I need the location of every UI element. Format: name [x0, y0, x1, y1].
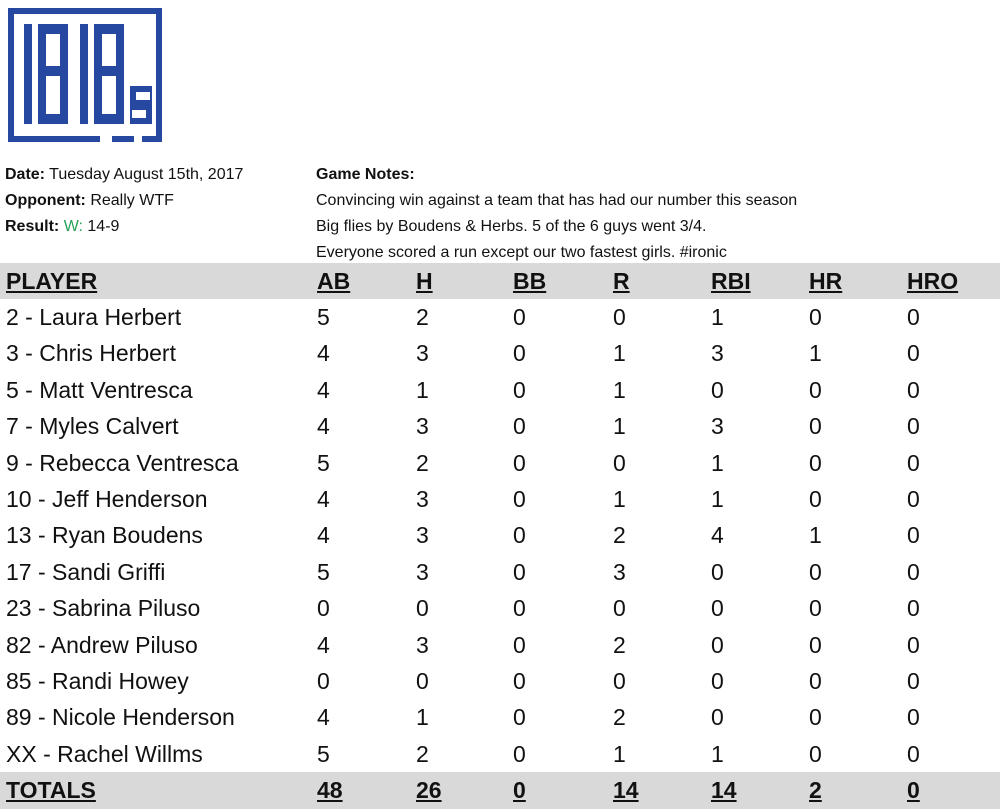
cell-rbi: 0 [711, 376, 724, 403]
header-ab: AB [317, 267, 351, 294]
cell-h: 3 [416, 631, 429, 658]
header-h: H [416, 267, 433, 294]
cell-ab: 0 [317, 595, 330, 622]
cell-hro: 0 [907, 486, 920, 513]
cell-bb: 0 [513, 522, 526, 549]
cell-hro: 0 [907, 340, 920, 367]
cell-r: 1 [613, 740, 626, 767]
cell-hro: 0 [907, 376, 920, 403]
cell-r: 1 [613, 376, 626, 403]
cell-ab: 4 [317, 376, 330, 403]
header-row [0, 263, 1000, 299]
cell-bb: 0 [513, 413, 526, 440]
date-label: Date: [5, 166, 46, 183]
cell-hr: 1 [809, 340, 822, 367]
cell-hro: 0 [907, 558, 920, 585]
header-bb: BB [513, 267, 547, 294]
cell-player: 7 - Myles Calvert [6, 413, 179, 440]
cell-h: 0 [416, 667, 429, 694]
cell-r: 2 [613, 631, 626, 658]
header-player: PLAYER [6, 267, 98, 294]
notes-line: Everyone scored a run except our two fastest girls. #ironic [316, 244, 727, 261]
cell-ab: 4 [317, 631, 330, 658]
table-row [0, 627, 1000, 663]
cell-hro: 0 [907, 667, 920, 694]
cell-hro: 0 [907, 413, 920, 440]
cell-player: 23 - Sabrina Piluso [6, 595, 201, 622]
totals-hro: 0 [907, 777, 920, 804]
totals-rbi: 14 [711, 777, 737, 804]
table-row [0, 591, 1000, 627]
cell-ab: 4 [317, 522, 330, 549]
cell-bb: 0 [513, 304, 526, 331]
opponent-value: Really WTF [90, 192, 174, 209]
cell-hro: 0 [907, 740, 920, 767]
cell-hr: 0 [809, 486, 822, 513]
cell-ab: 5 [317, 304, 330, 331]
cell-bb: 0 [513, 340, 526, 367]
cell-h: 3 [416, 340, 429, 367]
cell-bb: 0 [513, 595, 526, 622]
totals-label: TOTALS [6, 777, 96, 804]
cell-r: 2 [613, 522, 626, 549]
cell-rbi: 0 [711, 558, 724, 585]
cell-player: 3 - Chris Herbert [6, 340, 176, 367]
cell-hr: 0 [809, 413, 822, 440]
cell-rbi: 3 [711, 340, 724, 367]
cell-ab: 4 [317, 704, 330, 731]
cell-h: 0 [416, 595, 429, 622]
cell-hr: 0 [809, 304, 822, 331]
opponent-label: Opponent: [5, 192, 86, 209]
cell-r: 1 [613, 486, 626, 513]
cell-hro: 0 [907, 704, 920, 731]
header-hro: HRO [907, 267, 959, 294]
cell-h: 1 [416, 704, 429, 731]
cell-hro: 0 [907, 449, 920, 476]
table-row [0, 700, 1000, 736]
cell-h: 2 [416, 740, 429, 767]
cell-hr: 0 [809, 449, 822, 476]
cell-hr: 0 [809, 595, 822, 622]
totals-h: 26 [416, 777, 442, 804]
totals-bb: 0 [513, 777, 526, 804]
player-rows [0, 299, 1000, 772]
cell-hr: 0 [809, 740, 822, 767]
cell-player: 13 - Ryan Boudens [6, 522, 203, 549]
cell-bb: 0 [513, 740, 526, 767]
table-row [0, 336, 1000, 372]
cell-bb: 0 [513, 449, 526, 476]
cell-player: 5 - Matt Ventresca [6, 376, 193, 403]
cell-hr: 0 [809, 376, 822, 403]
cell-ab: 5 [317, 558, 330, 585]
cell-player: 85 - Randi Howey [6, 667, 189, 694]
cell-ab: 0 [317, 667, 330, 694]
cell-bb: 0 [513, 486, 526, 513]
date-line [5, 162, 243, 188]
cell-h: 1 [416, 376, 429, 403]
cell-rbi: 0 [711, 631, 724, 658]
cell-r: 0 [613, 667, 626, 694]
cell-hro: 0 [907, 522, 920, 549]
cell-player: 9 - Rebecca Ventresca [6, 449, 239, 476]
cell-bb: 0 [513, 558, 526, 585]
table-row [0, 481, 1000, 517]
result-label: Result: [5, 218, 60, 235]
cell-h: 3 [416, 486, 429, 513]
cell-r: 0 [613, 449, 626, 476]
header-hr: HR [809, 267, 843, 294]
notes-line: Big flies by Boudens & Herbs. 5 of the 6 guys went 3/4. [316, 218, 707, 235]
opponent-line [5, 188, 243, 214]
cell-rbi: 4 [711, 522, 724, 549]
cell-rbi: 1 [711, 449, 724, 476]
result-line [5, 214, 243, 240]
cell-player: 89 - Nicole Henderson [6, 704, 235, 731]
result-score: 14-9 [87, 218, 120, 235]
cell-bb: 0 [513, 376, 526, 403]
cell-h: 3 [416, 413, 429, 440]
totals-ab: 48 [317, 777, 343, 804]
team-logo [8, 8, 162, 142]
cell-bb: 0 [513, 631, 526, 658]
cell-hr: 0 [809, 631, 822, 658]
table-row [0, 554, 1000, 590]
notes-label: Game Notes: [316, 166, 415, 183]
box-score-table [0, 263, 1000, 809]
cell-ab: 4 [317, 486, 330, 513]
table-row [0, 518, 1000, 554]
cell-bb: 0 [513, 704, 526, 731]
table-row [0, 736, 1000, 772]
cell-hro: 0 [907, 304, 920, 331]
cell-h: 3 [416, 558, 429, 585]
cell-rbi: 1 [711, 486, 724, 513]
result-win: W: [63, 218, 83, 235]
cell-player: 2 - Laura Herbert [6, 304, 182, 331]
table-row [0, 663, 1000, 699]
cell-player: XX - Rachel Willms [6, 740, 203, 767]
cell-r: 0 [613, 595, 626, 622]
cell-ab: 5 [317, 449, 330, 476]
cell-bb: 0 [513, 667, 526, 694]
header-r: R [613, 267, 630, 294]
cell-hro: 0 [907, 595, 920, 622]
cell-r: 0 [613, 304, 626, 331]
cell-r: 1 [613, 340, 626, 367]
table-row [0, 372, 1000, 408]
cell-r: 1 [613, 413, 626, 440]
game-info [5, 162, 243, 240]
cell-player: 82 - Andrew Piluso [6, 631, 198, 658]
cell-h: 2 [416, 304, 429, 331]
table-row [0, 445, 1000, 481]
cell-rbi: 0 [711, 595, 724, 622]
cell-r: 3 [613, 558, 626, 585]
cell-h: 3 [416, 522, 429, 549]
cell-player: 17 - Sandi Griffi [6, 558, 166, 585]
cell-ab: 4 [317, 340, 330, 367]
cell-rbi: 0 [711, 667, 724, 694]
cell-hr: 0 [809, 667, 822, 694]
cell-rbi: 0 [711, 704, 724, 731]
cell-hr: 0 [809, 558, 822, 585]
cell-r: 2 [613, 704, 626, 731]
notes-line: Convincing win against a team that has had our number this season [316, 192, 798, 209]
header-rbi: RBI [711, 267, 751, 294]
cell-ab: 5 [317, 740, 330, 767]
game-notes [316, 162, 797, 266]
totals-r: 14 [613, 777, 639, 804]
totals-hr: 2 [809, 777, 822, 804]
cell-hr: 1 [809, 522, 822, 549]
date-value: Tuesday August 15th, 2017 [49, 166, 244, 183]
cell-ab: 4 [317, 413, 330, 440]
table-row [0, 299, 1000, 335]
cell-player: 10 - Jeff Henderson [6, 486, 208, 513]
cell-rbi: 1 [711, 304, 724, 331]
table-row [0, 409, 1000, 445]
totals-row [0, 772, 1000, 808]
cell-rbi: 1 [711, 740, 724, 767]
cell-rbi: 3 [711, 413, 724, 440]
cell-hro: 0 [907, 631, 920, 658]
cell-h: 2 [416, 449, 429, 476]
cell-hr: 0 [809, 704, 822, 731]
